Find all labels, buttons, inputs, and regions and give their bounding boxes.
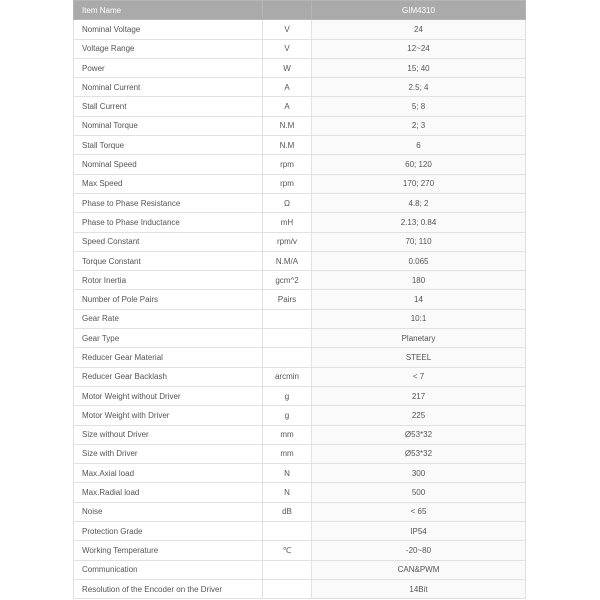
table-row [74, 367, 526, 386]
spec-value-cell: 225 [312, 406, 526, 425]
spec-value-cell: 14Bit [312, 579, 526, 598]
spec-value-cell: STEEL [312, 348, 526, 367]
spec-name-cell: Speed Constant [74, 232, 263, 251]
table-row [74, 406, 526, 425]
spec-unit-cell: N.M [263, 136, 312, 155]
spec-unit-cell: N.M/A [263, 251, 312, 270]
spec-unit-cell [263, 348, 312, 367]
spec-name-cell: Torque Constant [74, 251, 263, 270]
table-row [74, 232, 526, 251]
table-row [74, 329, 526, 348]
table-row [74, 444, 526, 463]
spec-name-cell: Max.Radial load [74, 483, 263, 502]
spec-value-cell: Planetary [312, 329, 526, 348]
spec-unit-cell: A [263, 97, 312, 116]
spec-name-cell: Max Speed [74, 174, 263, 193]
spec-unit-cell: ℃ [263, 541, 312, 560]
spec-unit-cell: mm [263, 425, 312, 444]
header-unit [263, 1, 312, 20]
spec-unit-cell: W [263, 58, 312, 77]
spec-value-cell: Ø53*32 [312, 425, 526, 444]
spec-name-cell: Rotor Inertia [74, 271, 263, 290]
spec-table-body [74, 20, 526, 599]
table-row [74, 522, 526, 541]
spec-value-cell: 2.13; 0.84 [312, 213, 526, 232]
spec-name-cell: Nominal Speed [74, 155, 263, 174]
table-row [74, 579, 526, 598]
spec-unit-cell [263, 579, 312, 598]
spec-name-cell: Reducer Gear Material [74, 348, 263, 367]
spec-value-cell: 500 [312, 483, 526, 502]
spec-value-cell: 217 [312, 386, 526, 405]
spec-value-cell: 2.5; 4 [312, 78, 526, 97]
table-row [74, 348, 526, 367]
table-row [74, 483, 526, 502]
spec-unit-cell: rpm [263, 155, 312, 174]
spec-name-cell: Nominal Current [74, 78, 263, 97]
spec-name-cell: Power [74, 58, 263, 77]
table-row [74, 560, 526, 579]
spec-unit-cell: V [263, 39, 312, 58]
spec-value-cell: 6 [312, 136, 526, 155]
spec-unit-cell: Pairs [263, 290, 312, 309]
table-row [74, 136, 526, 155]
spec-unit-cell: rpm/v [263, 232, 312, 251]
table-row [74, 271, 526, 290]
spec-value-cell: 70; 110 [312, 232, 526, 251]
spec-value-cell: 60; 120 [312, 155, 526, 174]
spec-unit-cell: N.M [263, 116, 312, 135]
spec-value-cell: 2; 3 [312, 116, 526, 135]
table-row [74, 425, 526, 444]
spec-name-cell: Noise [74, 502, 263, 521]
table-row [74, 290, 526, 309]
table-row [74, 39, 526, 58]
table-row [74, 58, 526, 77]
spec-name-cell: Voltage Range [74, 39, 263, 58]
spec-unit-cell: dB [263, 502, 312, 521]
spec-name-cell: Motor Weight with Driver [74, 406, 263, 425]
spec-name-cell: Max.Axial load [74, 464, 263, 483]
spec-name-cell: Gear Type [74, 329, 263, 348]
spec-unit-cell: V [263, 20, 312, 39]
spec-unit-cell: g [263, 406, 312, 425]
table-row [74, 541, 526, 560]
spec-value-cell: 24 [312, 20, 526, 39]
table-row [74, 155, 526, 174]
spec-name-cell: Protection Grade [74, 522, 263, 541]
spec-value-cell: < 65 [312, 502, 526, 521]
header-item-name: Item Name [74, 1, 263, 20]
table-row [74, 251, 526, 270]
spec-unit-cell: mH [263, 213, 312, 232]
spec-value-cell: 300 [312, 464, 526, 483]
table-row [74, 464, 526, 483]
spec-value-cell: 4.8; 2 [312, 193, 526, 212]
spec-unit-cell [263, 522, 312, 541]
table-row [74, 20, 526, 39]
table-row [74, 174, 526, 193]
spec-name-cell: Phase to Phase Inductance [74, 213, 263, 232]
table-row [74, 116, 526, 135]
spec-name-cell: Motor Weight without Driver [74, 386, 263, 405]
spec-unit-cell: mm [263, 444, 312, 463]
spec-name-cell: Communication [74, 560, 263, 579]
spec-unit-cell: rpm [263, 174, 312, 193]
spec-value-cell: CAN&PWM [312, 560, 526, 579]
spec-unit-cell [263, 560, 312, 579]
spec-value-cell: 170; 270 [312, 174, 526, 193]
spec-name-cell: Nominal Voltage [74, 20, 263, 39]
spec-unit-cell: N [263, 464, 312, 483]
header-model: GIM4310 [312, 1, 526, 20]
spec-value-cell: 5; 8 [312, 97, 526, 116]
spec-name-cell: Reducer Gear Backlash [74, 367, 263, 386]
spec-name-cell: Size without Driver [74, 425, 263, 444]
spec-unit-cell: arcmin [263, 367, 312, 386]
header-row [74, 1, 526, 20]
spec-unit-cell: Ω [263, 193, 312, 212]
spec-value-cell: Ø53*32 [312, 444, 526, 463]
spec-value-cell: 12~24 [312, 39, 526, 58]
spec-name-cell: Resolution of the Encoder on the Driver [74, 579, 263, 598]
spec-name-cell: Gear Rate [74, 309, 263, 328]
spec-name-cell: Stall Current [74, 97, 263, 116]
spec-unit-cell [263, 309, 312, 328]
table-row [74, 309, 526, 328]
spec-value-cell: < 7 [312, 367, 526, 386]
table-row [74, 213, 526, 232]
spec-unit-cell: A [263, 78, 312, 97]
spec-unit-cell: gcm^2 [263, 271, 312, 290]
spec-value-cell: 0.065 [312, 251, 526, 270]
spec-name-cell: Phase to Phase Resistance [74, 193, 263, 212]
spec-unit-cell [263, 329, 312, 348]
spec-unit-cell: N [263, 483, 312, 502]
spec-name-cell: Nominal Torque [74, 116, 263, 135]
spec-name-cell: Number of Pole Pairs [74, 290, 263, 309]
spec-value-cell: 180 [312, 271, 526, 290]
spec-table-header [74, 1, 526, 20]
spec-name-cell: Stall Torque [74, 136, 263, 155]
spec-name-cell: Working Temperature [74, 541, 263, 560]
table-row [74, 386, 526, 405]
spec-value-cell: -20~80 [312, 541, 526, 560]
table-row [74, 97, 526, 116]
spec-value-cell: 14 [312, 290, 526, 309]
spec-value-cell: 15; 40 [312, 58, 526, 77]
table-row [74, 502, 526, 521]
spec-table [73, 0, 526, 599]
table-row [74, 193, 526, 212]
table-row [74, 78, 526, 97]
spec-unit-cell: g [263, 386, 312, 405]
spec-name-cell: Size with Driver [74, 444, 263, 463]
spec-value-cell: 10:1 [312, 309, 526, 328]
spec-value-cell: IP54 [312, 522, 526, 541]
